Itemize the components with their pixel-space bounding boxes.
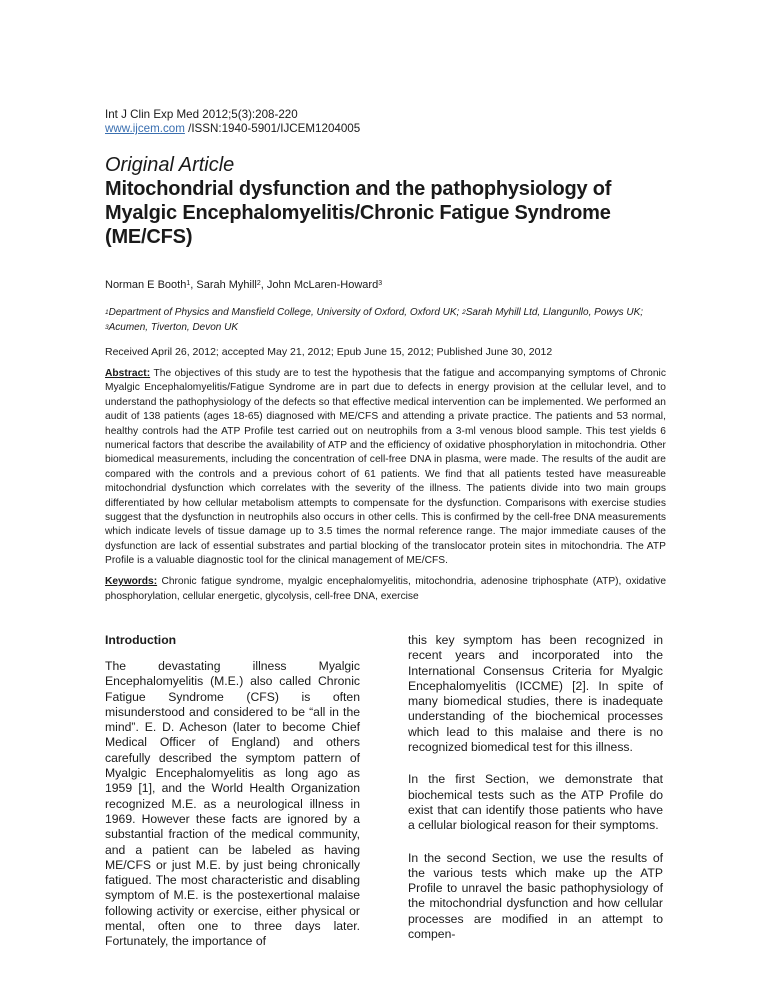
title-block bbox=[105, 153, 665, 249]
journal-url-link[interactable]: www.ijcem.com bbox=[105, 122, 185, 135]
affil-text: Sarah Myhill Ltd, Llangunllo, Powys UK; bbox=[465, 307, 644, 318]
author-name: Norman E Booth bbox=[105, 279, 187, 291]
affiliations bbox=[105, 305, 665, 335]
paragraph: In the first Section, we demonstrate that biochemical tests such as the ATP Profile do exist that can identify those patients who have a cellular biological reason for their symptoms. bbox=[408, 772, 663, 833]
keywords-text: Chronic fatigue syndrome, myalgic encephalomyelitis, mitochondria, adenosine triphosphate (ATP), oxidative phosphorylation, cellular energetic, glycolysis, cell-free DNA, exercise bbox=[105, 576, 666, 602]
journal-citation: Int J Clin Exp Med 2012;5(3):208-220 bbox=[105, 108, 298, 121]
article-title: Mitochondrial dysfunction and the pathophysiology of Myalgic Encephalomyelitis/Chronic Fatigue Syndrome (ME/CFS) bbox=[105, 178, 612, 248]
affil-num: 1 bbox=[105, 309, 109, 316]
journal-identifiers bbox=[105, 122, 360, 136]
affil-text: Acumen, Tiverton, Devon UK bbox=[108, 322, 239, 333]
keywords-label: Keywords: bbox=[105, 576, 158, 587]
paragraph: In the second Section, we use the results of the various tests which make up the ATP Profile to unravel the basic pathophysiology of the mitochondrial dysfunction and how cellular processes are modified in an attempt to compen- bbox=[408, 850, 663, 942]
abstract-text: The objectives of this study are to test the hypothesis that the fatigue and accompanying symptoms of Chronic Myalgic Encephalomyelitis/Fatigue Syndrome are in part due to defects in energy provision at the cellular level, and to understand the pathophysiology of the defects so that effective medical intervention can be implemented. We performed an audit of 138 patients (ages 18-65) diagnosed with ME/CFS and attending a private practice. The patients and 53 normal, healthy controls had the ATP Profile test carried out on neutrophils from a 3-ml venous blood sample. This test yields 6 numerical factors that describe the availability of ATP and the efficiency of oxidative phosphorylation in mitochondria. Other biomedical measurements, including the concentration of cell-free DNA in plasma, were made. The results of the audit are compared with the controls and a previous cohort of 61 patients. We find that all patients tested have measureable mitochondrial dysfunction which correlates with the severity of the illness. The patients divide into two main groups differentiated by how cellular metabolism attempts to compensate for the dysfunction. Comparisons with exercise studies suggest that the dysfunction in neutrophils also occurs in other cells. This is confirmed by the cell-free DNA measurements which indicate levels of tissue damage up to 3.5 times the normal reference range. The major immediate causes of the dysfunction are lack of essential substrates and partial blocking of the translocator protein sites in mitochondria. The ATP Profile is a valuable diagnostic tool for the clinical management of ME/CFS. bbox=[105, 368, 666, 567]
author-list: Norman E Booth$^1$, Sarah Myhill$^2$, John McLaren-Howard$^3$ bbox=[105, 279, 383, 291]
affil-num: 2 bbox=[462, 309, 466, 316]
paragraph: this key symptom has been recognized in recent years and incorporated into the International Consensus Criteria for Myalgic Encephalomyelitis (ICCME) [2]. In spite of many biomedical studies, there is inadequate understanding of the biochemical processes which lead to this malaise and there is no recognized biomedical test for this illness. bbox=[408, 633, 663, 755]
column-left bbox=[105, 659, 360, 967]
abstract-label: Abstract: bbox=[105, 368, 151, 379]
keywords bbox=[105, 574, 666, 604]
column-right bbox=[408, 633, 663, 959]
author-affil-num: 3 bbox=[378, 280, 383, 287]
author-affil-num: 2 bbox=[256, 280, 261, 287]
section-heading-introduction: Introduction bbox=[105, 633, 177, 647]
issn: /ISSN:1940-5901/IJCEM1204005 bbox=[184, 122, 361, 135]
article-type: Original Article bbox=[105, 154, 235, 176]
author-name: John McLaren-Howard bbox=[266, 279, 379, 291]
affil-text: Department of Physics and Mansfield College, University of Oxford, Oxford UK; bbox=[108, 307, 463, 318]
author-affil-num: 1 bbox=[186, 280, 191, 287]
affil-num: 3 bbox=[105, 324, 109, 331]
author-name: Sarah Myhill bbox=[196, 279, 257, 291]
abstract bbox=[105, 367, 666, 569]
publication-dates: Received April 26, 2012; accepted May 21, 2012; Epub June 15, 2012; Published June 30, 2012 bbox=[105, 346, 553, 358]
paragraph: The devastating illness Myalgic Encephalomyelitis (M.E.) also called Chronic Fatigue Syndrome (CFS) is often misunderstood and considered to be “all in the mind”. E. D. Acheson (later to become Chief Medical Officer of England) and others carefully described the symptom pattern of Myalgic Encephalomyelitis as long ago as 1959 [1], and the World Health Organization recognized M.E. as a neurological illness in 1969. However these facts are ignored by a substantial fraction of the medical community, and a patient can be labeled as having ME/CFS or just M.E. by just being chronically fatigued. The most characteristic and disabling symptom of M.E. is the postexertional malaise following activity or exercise, either physical or mental, often one to three days later. Fortunately, the importance of bbox=[105, 659, 360, 949]
